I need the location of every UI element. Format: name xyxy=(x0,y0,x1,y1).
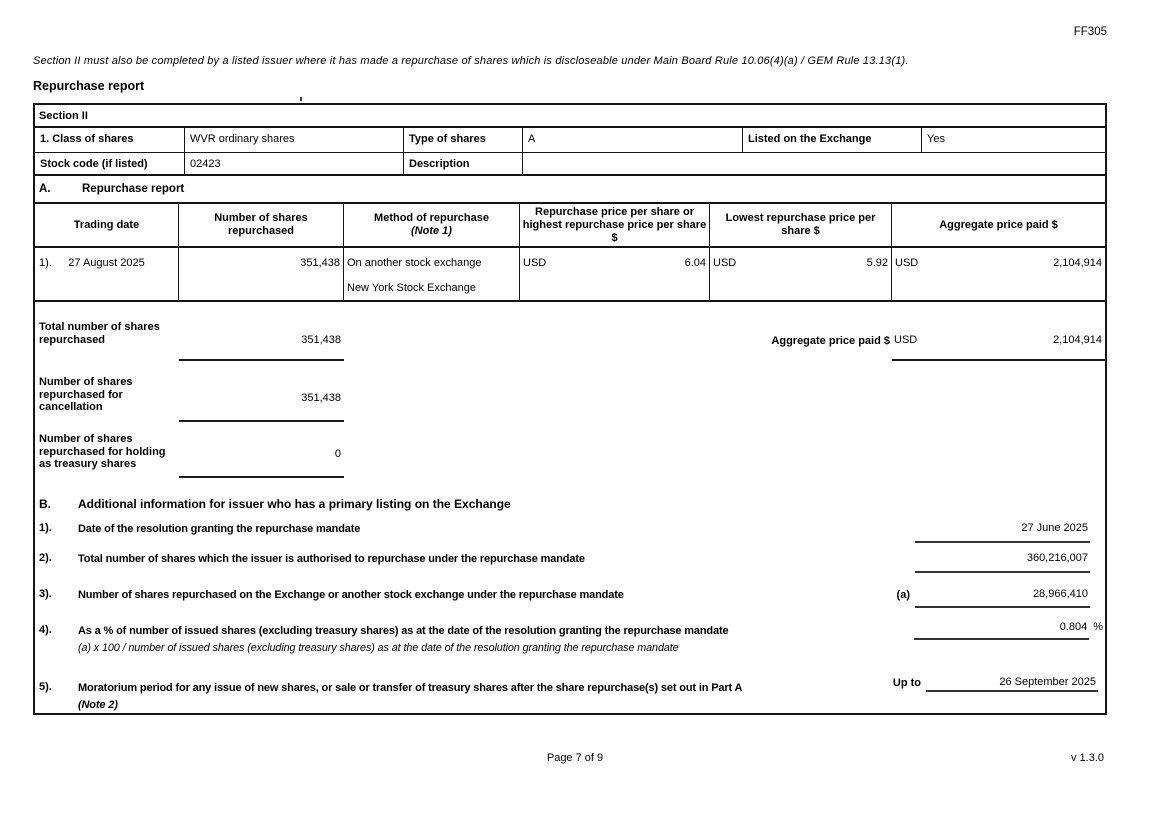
price-low-value: 5.92 xyxy=(866,257,888,269)
moratorium-value: 26 September 2025 xyxy=(926,676,1098,692)
b-item-moratorium: 5). Moratorium period for any issue of new shares, or sale or transfer of treasury shares after the share repurchase(s) set out in Part A (Note 2) Up to 26 September 2025 xyxy=(39,676,1096,711)
intro-note: Section II must also be completed by a listed issuer where it has made a repurchase of shares which is discloseable under Main Board Rule 10.06(4)(a) / GEM Rule 13.13(1). xyxy=(33,55,909,67)
part-b-heading-row xyxy=(35,497,1105,511)
b-item-percentage: 4). As a % of number of issued shares (excluding treasury shares) as at the date of the resolution granting the repurchase mandate (a) x 100 / number of issued shares (excluding treasury shares) as at the date of the resolution granting the repurchase mandate 0.804 % xyxy=(39,621,1103,654)
col-number-of-shares: Number of shares repurchased xyxy=(179,204,344,246)
section2-heading: Section II xyxy=(35,105,1105,128)
description-label: Description xyxy=(404,153,523,174)
cell-trading-date xyxy=(35,248,179,300)
repurchase-table-row xyxy=(35,248,1105,302)
cancellation-shares-value: 351,438 xyxy=(179,375,344,422)
method-line2: New York Stock Exchange xyxy=(347,282,477,294)
stock-code-label: Stock code (if listed) xyxy=(35,153,185,174)
trading-date-value: 27 August 2025 xyxy=(68,257,145,269)
percentage-formula-note: (a) x 100 / number of issued shares (excluding treasury shares) as at the date of the resolution granting the repurchase mandate xyxy=(78,642,679,654)
percent-sign: % xyxy=(1093,621,1103,633)
type-of-shares-label: Type of shares xyxy=(404,128,523,152)
resolution-date-value: 27 June 2025 xyxy=(915,522,1090,543)
treasury-shares-label: Number of shares repurchased for holding as treasury shares xyxy=(39,433,166,470)
part-b-number: B. xyxy=(39,497,51,511)
col-aggregate-price: Aggregate price paid $ xyxy=(939,218,1058,231)
listed-on-exchange-label: Listed on the Exchange xyxy=(743,128,922,152)
class-of-shares-row xyxy=(35,128,1105,153)
page-title: Repurchase report xyxy=(33,79,145,93)
aggregate-currency: USD xyxy=(895,257,919,269)
col-repurchase-price: Repurchase price per share or highest repurchase price per share $ xyxy=(520,204,710,246)
treasury-shares-row xyxy=(35,432,1105,478)
part-a-heading-row xyxy=(35,176,1105,202)
page-number: Page 7 of 9 xyxy=(546,752,604,764)
resolution-date-label: Date of the resolution granting the repurchase mandate xyxy=(78,523,361,535)
repurchased-under-mandate-value: 28,966,410 xyxy=(915,588,1090,608)
cell-shares-repurchased: 351,438 xyxy=(179,248,344,300)
method-line1: On another stock exchange xyxy=(347,257,482,269)
price-low-currency: USD xyxy=(713,257,737,269)
stock-code-value: 02423 xyxy=(185,153,404,174)
repurchased-under-mandate-label: Number of shares repurchased on the Exchange or another stock exchange under the repurchase mandate xyxy=(78,589,624,601)
part-a-number: A. xyxy=(39,183,51,195)
stray-mark-artifact xyxy=(300,97,302,101)
col-method: Method of repurchase (Note 1) xyxy=(344,204,520,246)
price-high-currency: USD xyxy=(523,257,547,269)
marker-a: (a) xyxy=(896,589,910,601)
up-to-marker: Up to xyxy=(892,677,921,689)
b-item-repurchased-under-mandate: 3). Number of shares repurchased on the Exchange or another stock exchange under the repurchase mandate (a) 28,966,410 xyxy=(35,588,1105,608)
total-shares-label: Total number of shares repurchased xyxy=(39,321,160,346)
cell-price-low xyxy=(710,248,892,300)
percentage-value: 0.804 xyxy=(914,621,1089,640)
moratorium-note: (Note 2) xyxy=(78,699,118,711)
description-value xyxy=(523,153,1105,174)
b-item-authorised-shares: 2). Total number of shares which the issuer is authorised to repurchase under the repurchase mandate 360,216,007 xyxy=(35,552,1105,573)
type-of-shares-value: A xyxy=(523,128,743,152)
price-high-value: 6.04 xyxy=(684,257,706,269)
total-shares-row xyxy=(35,320,1105,361)
aggregate-paid-currency: USD xyxy=(894,333,918,346)
stock-code-row xyxy=(35,153,1105,176)
part-a-heading: Repurchase report xyxy=(82,183,185,195)
col-method-note: (Note 1) xyxy=(411,225,452,237)
cancellation-shares-label: Number of shares repurchased for cancellation xyxy=(39,376,133,413)
aggregate-price-paid-box xyxy=(892,320,1105,361)
cancellation-shares-row xyxy=(35,375,1105,422)
col-lowest-price: Lowest repurchase price per share $ xyxy=(710,204,892,246)
form-code: FF305 xyxy=(1073,26,1107,38)
listed-on-exchange-value: Yes xyxy=(927,133,945,145)
col-trading-date: Trading date xyxy=(35,204,179,246)
repurchase-table-header xyxy=(35,204,1105,248)
treasury-shares-value: 0 xyxy=(179,432,344,478)
section2-form-box xyxy=(33,103,1107,715)
aggregate-paid-value: 2,104,914 xyxy=(1053,333,1102,346)
cell-aggregate xyxy=(892,248,1105,300)
cell-method xyxy=(344,248,520,300)
class-of-shares-label: 1. Class of shares xyxy=(35,128,185,152)
part-b-heading: Additional information for issuer who has a primary listing on the Exchange xyxy=(78,497,511,511)
row-index: 1). xyxy=(39,257,52,269)
aggregate-price-paid-label: Aggregate price paid $ xyxy=(771,334,890,347)
cell-price-high xyxy=(520,248,710,300)
total-shares-value: 351,438 xyxy=(179,320,344,361)
b-item-resolution-date: 1). Date of the resolution granting the repurchase mandate 27 June 2025 xyxy=(35,522,1105,543)
percentage-label: As a % of number of issued shares (excluding treasury shares) as at the date of the resolution granting the repurchase mandate (a) x 100 / number of issued shares (excluding treasury shares) as at the date of the resolution granting the repurchase mandate xyxy=(78,621,914,655)
repurchase-table xyxy=(35,202,1105,302)
class-of-shares-value: WVR ordinary shares xyxy=(185,128,404,152)
moratorium-label: Moratorium period for any issue of new shares, or sale or transfer of treasury shares after the share repurchase(s) set out in Part A (Note 2) xyxy=(78,676,893,712)
form-version: v 1.3.0 xyxy=(1070,752,1104,764)
aggregate-value: 2,104,914 xyxy=(1053,257,1102,269)
authorised-shares-value: 360,216,007 xyxy=(915,552,1090,573)
authorised-shares-label: Total number of shares which the issuer is authorised to repurchase under the repurchase mandate xyxy=(78,553,585,565)
